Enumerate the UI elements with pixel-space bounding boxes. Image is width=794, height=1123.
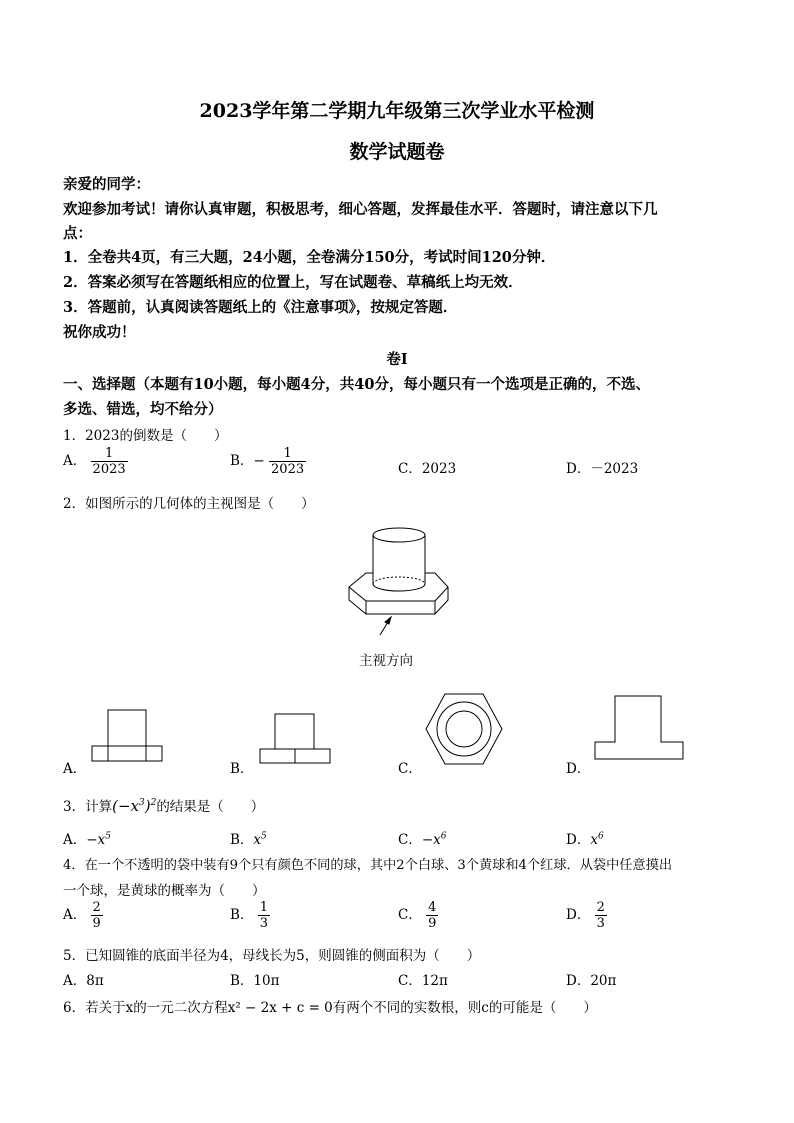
q5-stem: 5．已知圆锥的底面半径为4，母线长为5，则圆锥的侧面积为（ ）	[63, 948, 481, 964]
section-heading-line-2: 多选、错选，均不给分）	[63, 401, 223, 418]
q3-expr-outer-exp: 2	[150, 798, 157, 808]
q3-stem-post: 的结果是（ ）	[156, 799, 265, 815]
q3-c-exp: 6	[440, 831, 447, 842]
q1-option-a	[63, 446, 128, 477]
q3-a-exp: 5	[105, 831, 111, 842]
q4-option-b	[230, 900, 270, 931]
q1-b-label: B．	[230, 453, 254, 469]
q2-figure-caption: 主视方向	[359, 653, 413, 669]
q4-option-a	[63, 900, 103, 931]
q1-b-num: 1	[269, 446, 306, 462]
q4-a-label: A．	[63, 907, 87, 923]
q4-b-num: 1	[259, 900, 268, 915]
q3-a-label: A．	[63, 832, 87, 848]
note-1: 1．全卷共4页，有三大题，24小题，全卷满分150分，考试时间120分钟．	[63, 249, 556, 266]
section-heading-line-1: 一、选择题（本题有10小题，每小题4分，共40分，每小题只有一个选项是正确的，不选、	[63, 376, 650, 393]
q4-c-label: C．	[398, 907, 422, 923]
q5-option-d: D．20π	[566, 973, 617, 989]
q3-expr-close: )	[144, 797, 151, 815]
q3-expression	[112, 797, 156, 815]
q4-stem-line-1: 4．在一个不透明的袋中装有9个只有颜色不同的球，其中2个白球、3个黄球和4个红球．从袋中任意摸出	[63, 858, 673, 873]
q3-option-b	[230, 828, 267, 848]
q1-a-label: A．	[63, 453, 87, 469]
q1-option-b	[230, 446, 306, 477]
q3-expr-base: (−x	[112, 797, 139, 815]
q4-a-fraction	[91, 900, 103, 931]
q4-c-den: 9	[428, 916, 437, 931]
page-subtitle: 数学试题卷	[349, 141, 445, 163]
note-2: 2．答案必须写在答题纸相应的位置上，写在试题卷、草稿纸上均无效．	[63, 274, 523, 291]
q1-stem: 1．2023的倒数是（ ）	[63, 428, 228, 444]
q3-option-a	[63, 828, 111, 848]
q1-a-fraction	[91, 446, 128, 477]
q1-b-fraction	[269, 446, 306, 477]
q2-option-c-figure	[425, 692, 505, 767]
q3-stem-pre: 3．计算	[63, 799, 113, 815]
q3-a-val: −x	[86, 832, 106, 848]
intro-line-2: 点：	[63, 225, 92, 242]
q1-option-d: D．－2023	[566, 461, 639, 477]
q5-option-a: A．8π	[63, 973, 104, 989]
q4-option-d	[566, 900, 607, 931]
q5-option-c: C．12π	[398, 973, 448, 989]
q3-expr-inner-exp: 3	[138, 798, 145, 808]
q2-option-b-figure	[258, 712, 333, 764]
q1-a-den: 2023	[92, 462, 126, 477]
q4-d-num: 2	[596, 900, 605, 915]
q2-stem: 2．如图所示的几何体的主视图是（ ）	[63, 496, 315, 512]
q1-a-num: 1	[91, 446, 128, 462]
q4-b-label: B．	[230, 907, 254, 923]
q3-option-d	[566, 828, 604, 848]
greeting: 亲爱的同学：	[63, 176, 150, 193]
q4-option-c	[398, 900, 438, 931]
volume-label: 卷Ⅰ	[386, 351, 408, 368]
q4-d-fraction	[595, 900, 607, 931]
note-3: 3．答题前，认真阅读答题纸上的《注意事项》，按规定答题．	[63, 299, 458, 316]
intro-line-1: 欢迎参加考试！请你认真审题，积极思考，细心答题，发挥最佳水平．答题时，请注意以下几	[63, 201, 658, 218]
q4-b-den: 3	[259, 916, 268, 931]
q2-c-label: C．	[398, 761, 422, 777]
q1-b-sign: −	[253, 453, 265, 469]
q4-b-fraction	[258, 900, 270, 931]
q2-d-label: D．	[566, 761, 591, 777]
q3-c-val: −x	[421, 832, 441, 848]
q2-solid-figure	[340, 525, 460, 640]
q4-a-num: 2	[92, 900, 101, 915]
q6-stem: 6．若关于x的一元二次方程x² − 2x + c = 0有两个不同的实数根，则c的可能是（ ）	[63, 1000, 597, 1016]
page-title: 2023学年第二学期九年级第三次学业水平检测	[199, 100, 595, 122]
q3-stem	[63, 795, 264, 815]
q3-b-exp: 5	[261, 831, 267, 842]
wish: 祝你成功！	[63, 324, 136, 341]
q4-d-den: 3	[596, 916, 605, 931]
q4-stem-line-2: 一个球，是黄球的概率为（ ）	[63, 883, 266, 899]
q3-b-label: B．	[230, 832, 254, 848]
q4-c-fraction	[426, 900, 438, 931]
q4-a-den: 9	[92, 916, 101, 931]
q3-d-exp: 6	[597, 831, 604, 842]
q3-c-label: C．	[398, 832, 422, 848]
q3-d-val: x	[590, 832, 598, 848]
q3-b-val: x	[253, 832, 262, 848]
q1-b-den: 2023	[271, 462, 305, 477]
q4-d-label: D．	[566, 907, 591, 923]
q5-option-b: B．10π	[230, 973, 280, 989]
q3-d-label: D．	[566, 832, 591, 848]
q4-c-num: 4	[428, 900, 437, 915]
q2-b-label: B．	[230, 761, 254, 777]
q3-option-c	[398, 828, 447, 848]
q1-option-c: C．2023	[398, 461, 457, 477]
q2-option-a-figure	[90, 708, 165, 764]
q2-a-label: A．	[63, 761, 87, 777]
q2-option-d-figure	[593, 694, 685, 764]
